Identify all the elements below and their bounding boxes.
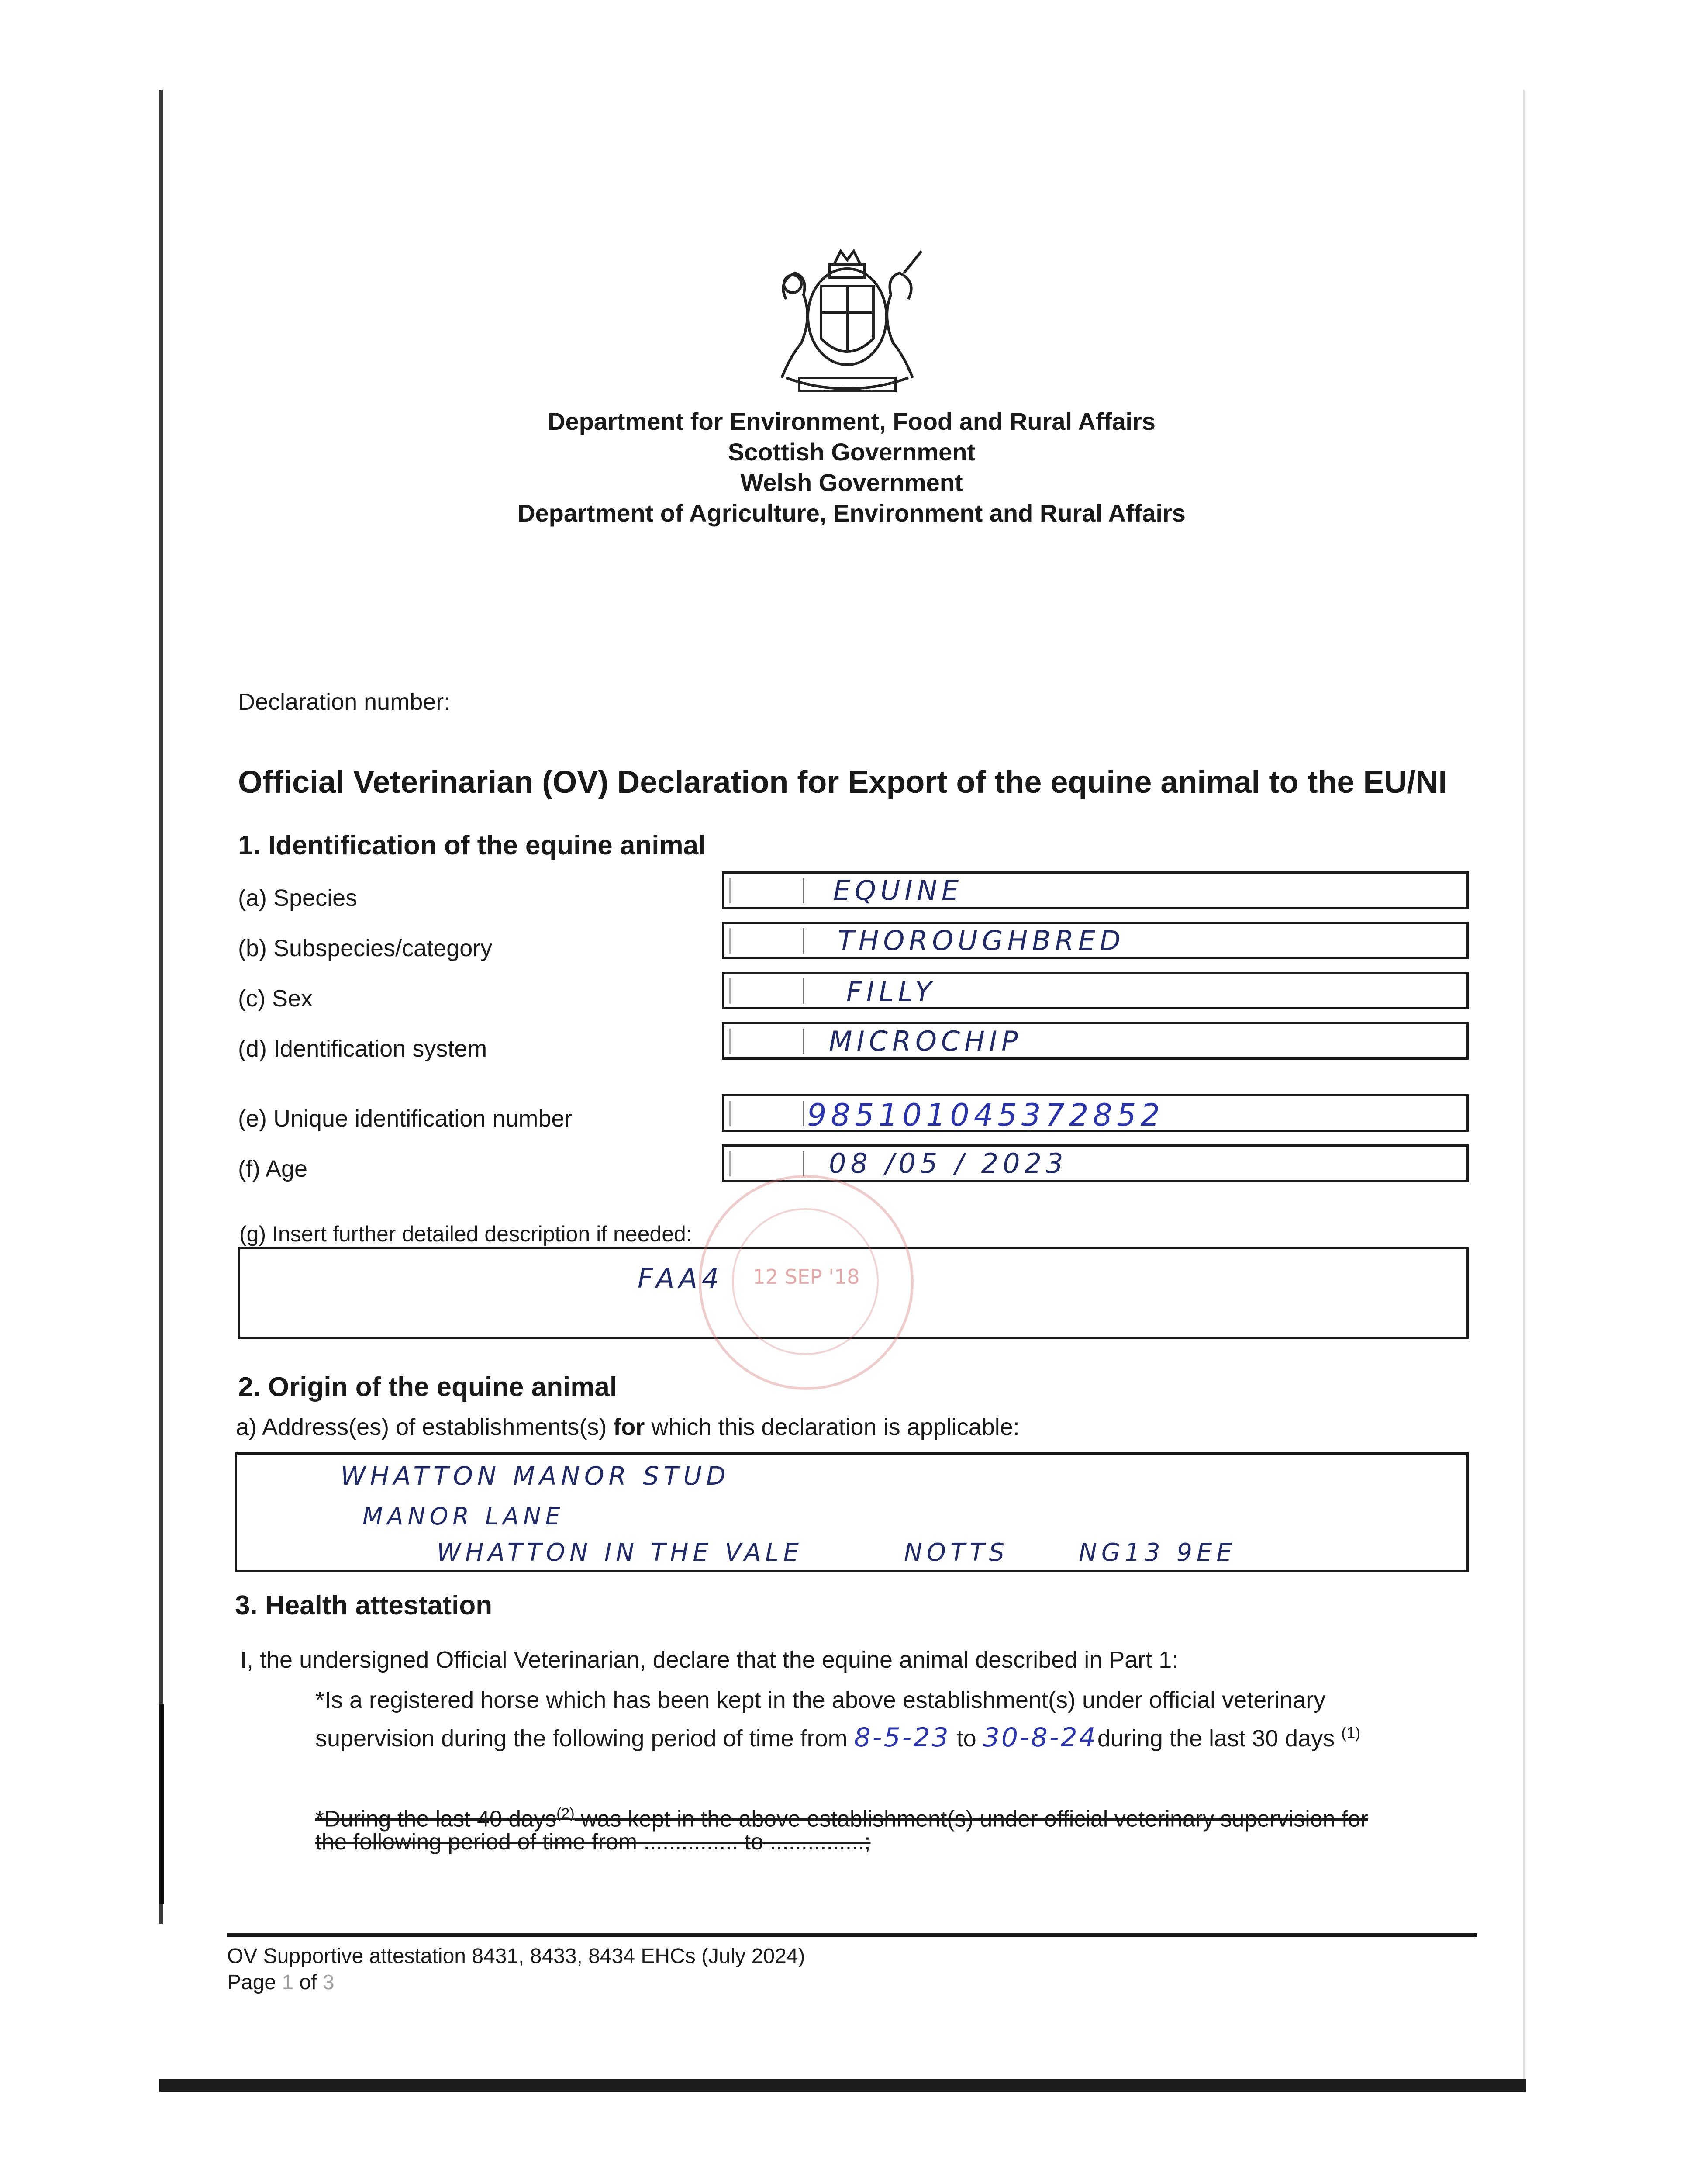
field-tick-mark <box>803 1101 804 1126</box>
veterinary-stamp <box>699 1175 914 1390</box>
department-welsh-government: Welsh Government <box>740 469 963 496</box>
health-intro: I, the undersigned Official Veterinarian, declare that the equine animal described in Part 1: <box>240 1647 1179 1673</box>
species-field[interactable] <box>722 871 1469 909</box>
address-label-post: which this declaration is applicable: <box>645 1414 1020 1440</box>
stamp-date: 12 SEP '18 <box>752 1265 860 1289</box>
subspecies-label: (b) Subspecies/category <box>238 935 493 961</box>
footnote-1-ref: (1) <box>1341 1724 1361 1742</box>
department-daera: Department of Agriculture, Environment and Rural Affairs <box>517 499 1186 527</box>
supervision-from-date: 8-5-23 <box>854 1722 950 1753</box>
section2-heading: 2. Origin of the equine animal <box>238 1372 618 1402</box>
footer-document-reference: OV Supportive attestation 8431, 8433, 8434 EHCs (July 2024) <box>227 1945 805 1968</box>
further-description-label: (g) Insert further detailed description if needed: <box>239 1222 692 1246</box>
identification-system-field[interactable] <box>722 1022 1469 1060</box>
further-description-value: FAA4 <box>638 1262 724 1294</box>
field-tick-mark <box>803 978 804 1004</box>
field-tick-mark <box>803 1151 804 1176</box>
footer-page-total: 3 <box>322 1971 335 1994</box>
health-para2-line2: the following period of time from ............... to ...............; <box>315 1829 871 1855</box>
address-label-bold: for <box>613 1414 645 1440</box>
field-tick-mark <box>729 1029 731 1054</box>
field-tick-mark <box>803 928 804 954</box>
footer-page-current: 1 <box>282 1971 294 1994</box>
scan-edge-left <box>159 90 163 1924</box>
sex-field[interactable] <box>722 972 1469 1009</box>
health-para1-line2 <box>315 1719 1360 1752</box>
sex-label: (c) Sex <box>238 985 313 1012</box>
field-tick-mark <box>729 928 731 954</box>
address-line-2: MANOR LANE <box>362 1503 565 1530</box>
age-value: 08 /05 / 2023 <box>829 1147 1068 1179</box>
footer-page-word: Page <box>227 1971 282 1994</box>
species-label: (a) Species <box>238 885 358 911</box>
scan-edge-left-dark <box>159 1704 164 1904</box>
unique-id-label: (e) Unique identification number <box>238 1106 573 1132</box>
field-tick-mark <box>803 1029 804 1054</box>
section3-heading: 3. Health attestation <box>235 1590 493 1621</box>
age-field[interactable] <box>722 1144 1469 1182</box>
address-line-5: NG13 9EE <box>1079 1538 1236 1567</box>
health-para1-pre: supervision during the following period of time from <box>315 1725 854 1752</box>
health-para1-line1: *Is a registered horse which has been kept in the above establishment(s) under official veterinary <box>315 1687 1326 1713</box>
sex-value: FILLY <box>846 976 936 1008</box>
royal-coat-of-arms-icon <box>760 247 935 402</box>
field-tick-mark <box>729 1101 731 1126</box>
species-value: EQUINE <box>833 874 963 906</box>
address-line-3: WHATTON IN THE VALE <box>437 1538 804 1567</box>
identification-system-label: (d) Identification system <box>238 1036 487 1062</box>
subspecies-value: THOROUGHBRED <box>838 925 1125 957</box>
subspecies-field[interactable] <box>722 922 1469 959</box>
footer-divider <box>227 1933 1477 1937</box>
health-para1-post: during the last 30 days <box>1097 1725 1335 1752</box>
field-tick-mark <box>729 878 731 903</box>
field-tick-mark <box>729 1151 731 1176</box>
department-scottish-government: Scottish Government <box>728 438 976 466</box>
health-para2-pre: *During the last 40 days <box>315 1806 557 1832</box>
health-para2-post: was kept in the above establishment(s) under official veterinary supervision for <box>574 1806 1368 1832</box>
footnote-2-ref: (2) <box>556 1805 575 1822</box>
unique-id-value: 985101045372852 <box>807 1097 1165 1133</box>
scan-edge-right <box>1523 90 1525 2081</box>
section1-heading: 1. Identification of the equine animal <box>238 830 706 860</box>
unique-id-field[interactable] <box>722 1094 1469 1132</box>
field-tick-mark <box>803 878 804 903</box>
supervision-to-date: 30-8-24 <box>983 1722 1097 1753</box>
field-tick-mark <box>729 978 731 1004</box>
identification-system-value: MICROCHIP <box>829 1025 1022 1057</box>
address-line-1: WHATTON MANOR STUD <box>341 1461 730 1491</box>
footer-of-word: of <box>293 1971 323 1994</box>
page-title: Official Veterinarian (OV) Declaration for Export of the equine animal to the EU/NI <box>238 765 1447 800</box>
declaration-number-label: Declaration number: <box>238 689 451 715</box>
department-defra: Department for Environment, Food and Rural Affairs <box>548 408 1156 435</box>
address-line-4: NOTTS <box>904 1538 1009 1567</box>
health-para1-to-word: to <box>950 1725 983 1752</box>
footer-page-number <box>227 1970 335 1995</box>
address-label <box>236 1413 1020 1441</box>
address-label-pre: a) Address(es) of establishments(s) <box>236 1414 614 1440</box>
scan-edge-bottom <box>159 2079 1526 2092</box>
age-label: (f) Age <box>238 1156 308 1182</box>
